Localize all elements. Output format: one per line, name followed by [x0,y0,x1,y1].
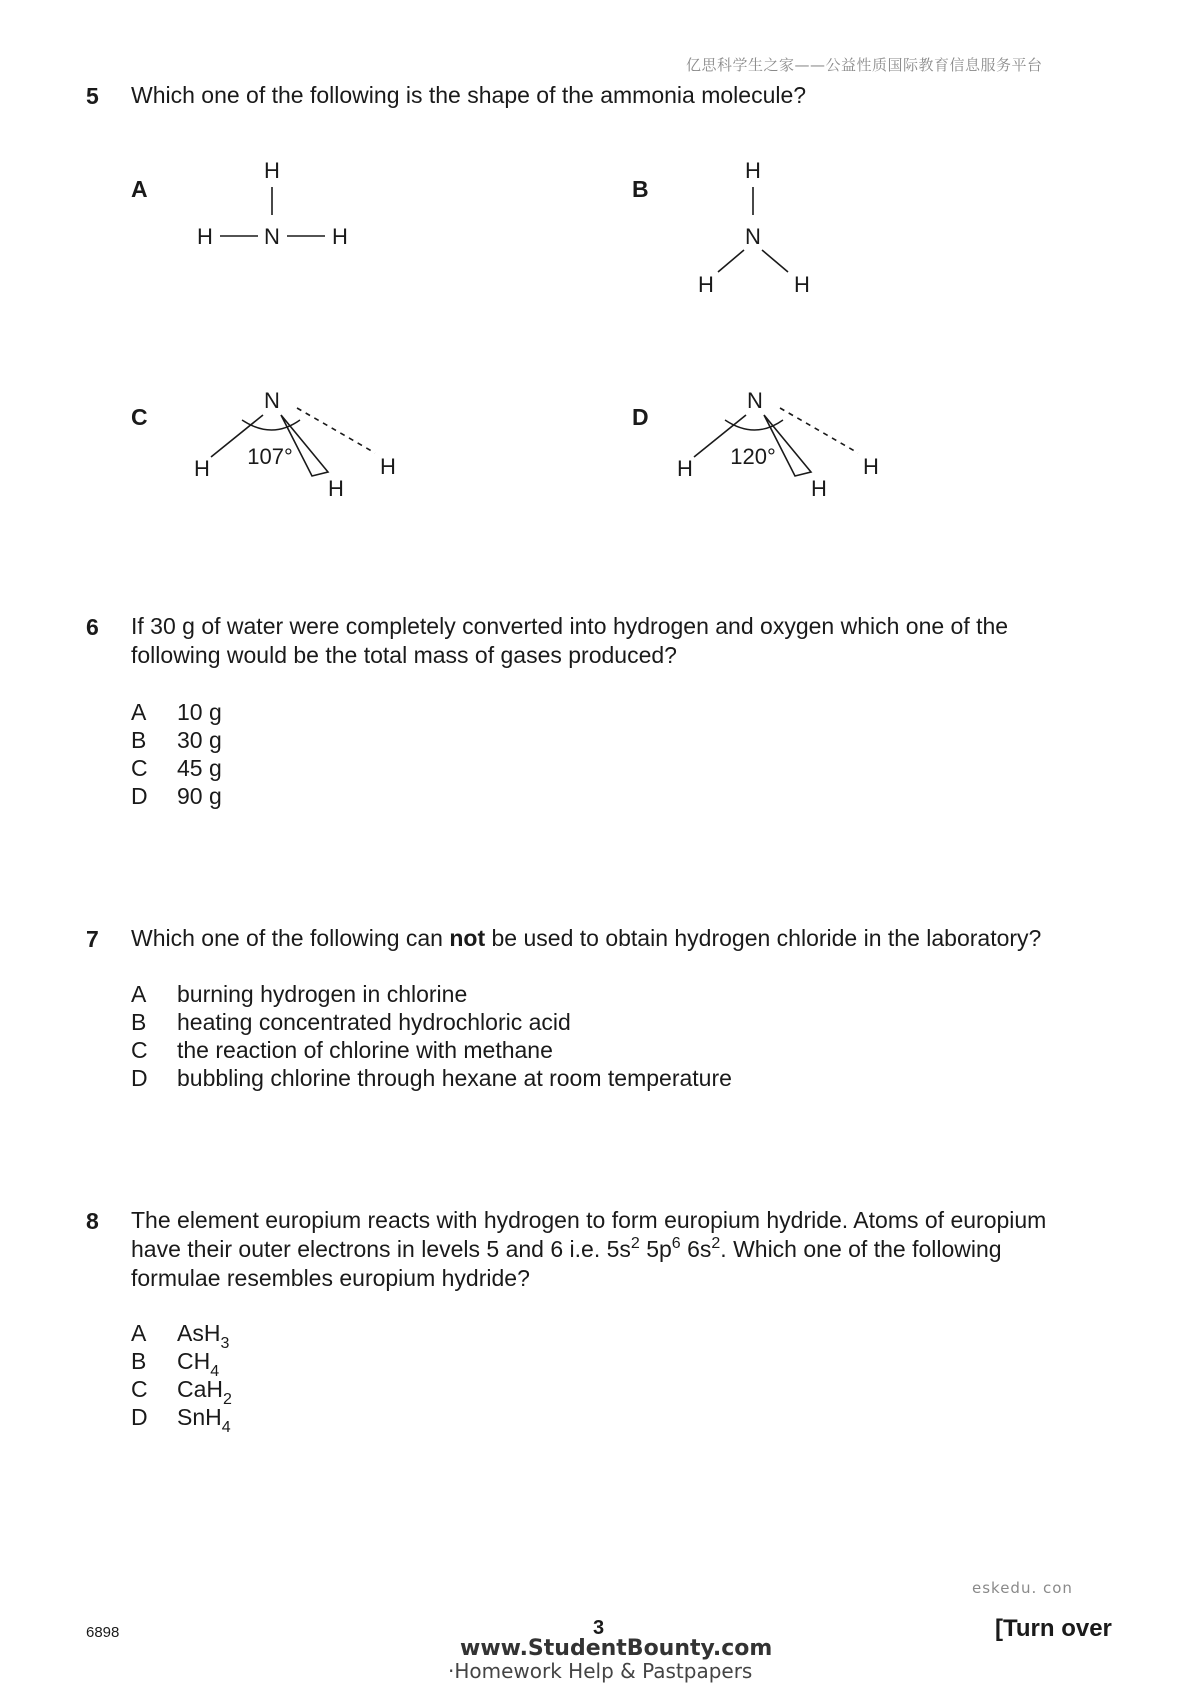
question-5-number: 5 [86,83,99,109]
question-8-line-2: have their outer electrons in levels 5 and 6 i.e. $5s^2$ $5p^6$ $6s^2$. Which one of the following [131,1235,1002,1262]
atom-h: H [380,454,396,479]
atom-n: N [745,224,761,249]
studentbounty-tagline: ·Homework Help & Pastpapers [448,1659,753,1683]
paper-code: 6898 [86,1624,120,1641]
atom-n: N [264,224,280,249]
dashed-bond [780,408,858,453]
option-letter: C [131,1376,148,1402]
q7-option-b [131,1008,571,1036]
atom-h: H [194,456,210,481]
option-letter: C [131,755,148,781]
q7-option-a [131,980,467,1008]
option-text: burning hydrogen in chlorine [177,981,468,1007]
q6-option-c [131,754,222,782]
atom-h: H [264,158,280,183]
question-7-text: Which one of the following can not be used to obtain hydrogen chloride in the laboratory? [131,925,1042,951]
structure-d [677,388,879,501]
question-7-number: 7 [86,926,99,952]
question-8-line-3: formulae resembles europium hydride? [131,1265,530,1291]
option-formula: CaH$_2$ [177,1376,232,1408]
question-6-line-1: If 30 g of water were completely converted into hydrogen and oxygen which one of the [131,613,1009,639]
question-6-line-2: following would be the total mass of gases produced? [131,642,677,668]
question-8-number: 8 [86,1208,99,1234]
option-text: 90 g [177,783,222,809]
bond [762,250,788,272]
option-formula: SnH$_4$ [177,1404,231,1436]
dashed-bond [297,408,375,453]
structure-a [197,158,348,249]
option-text: the reaction of chlorine with methane [177,1037,553,1063]
question-8-text [131,1206,1111,1293]
studentbounty-link[interactable]: www.StudentBounty.com [460,1636,773,1661]
q8-option-d [131,1403,231,1442]
atom-n: N [747,388,763,413]
question-6-number: 6 [86,614,99,640]
q5-option-b-letter: B [632,176,649,202]
atom-h: H [745,158,761,183]
option-text: 30 g [177,727,222,753]
question-5-text: Which one of the following is the shape of the ammonia molecule? [131,82,807,108]
option-letter: A [131,981,147,1007]
bond-angle-label: 107° [247,444,293,469]
option-letter: A [131,699,147,725]
atom-h: H [328,476,344,501]
footer-watermark: eskedu. con [972,1579,1073,1597]
option-text: 10 g [177,699,222,725]
header-watermark: 亿思科学生之家——公益性质国际教育信息服务平台 [686,56,1043,74]
atom-h: H [197,224,213,249]
page-number: 3 [593,1617,605,1639]
q7-option-d [131,1064,732,1092]
atom-h: H [698,272,714,297]
option-letter: B [131,1009,147,1035]
atom-n: N [264,388,280,413]
option-letter: D [131,783,148,809]
atom-h: H [863,454,879,479]
q7-option-c [131,1036,553,1064]
option-text: bubbling chlorine through hexane at room temperature [177,1065,732,1091]
option-text: heating concentrated hydrochloric acid [177,1009,571,1035]
option-letter: B [131,727,147,753]
bond [718,250,744,272]
option-letter: C [131,1037,148,1063]
ammonia-structures [0,0,1191,560]
q5-option-a-letter: A [131,176,148,202]
atom-h: H [677,456,693,481]
question-8-line-1: The element europium reacts with hydrogen to form europium hydride. Atoms of europium [131,1207,1047,1233]
option-formula: AsH$_3$ [177,1320,230,1352]
atom-h: H [794,272,810,297]
bond-angle-label: 120° [730,444,776,469]
question-6-text [131,612,1111,670]
emphasis-not: not [449,925,486,951]
option-letter: D [131,1404,148,1430]
structure-c [194,388,396,501]
q6-option-d [131,782,222,810]
q5-option-c-letter: C [131,404,148,430]
option-formula: $CH_4$ [177,1348,220,1380]
structure-b [698,158,810,297]
option-text: 45 g [177,755,222,781]
q6-option-a [131,698,222,726]
option-letter: D [131,1065,148,1091]
turn-over-label: [Turn over [995,1615,1112,1642]
atom-h: H [332,224,348,249]
option-letter: A [131,1320,147,1346]
q6-option-b [131,726,222,754]
q5-option-d-letter: D [632,404,649,430]
option-letter: B [131,1348,147,1374]
atom-h: H [811,476,827,501]
